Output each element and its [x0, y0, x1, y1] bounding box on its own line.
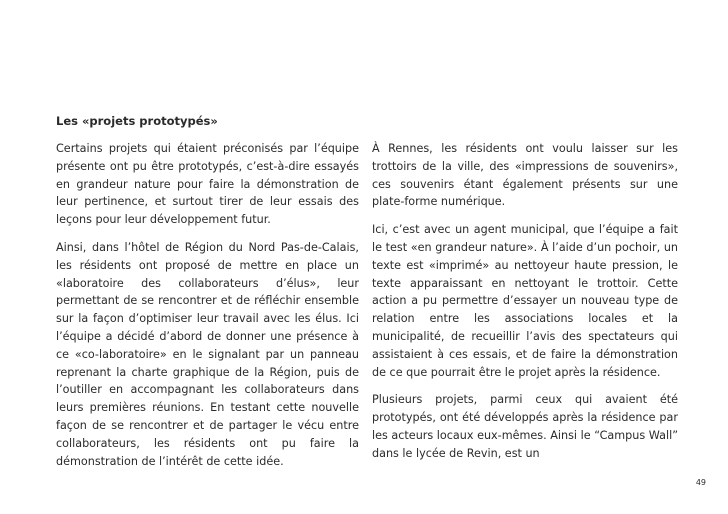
section-heading: Les «projets prototypés»	[56, 114, 218, 128]
left-paragraph-2: Ainsi, dans l’hôtel de Région du Nord Pas-de-Calais, les résidents ont proposé de mettre en place un «laboratoire des collaborateurs d’élus», leur permettant de se rencontrer et de réfléchir ensemble sur la façon d’optimiser leur travail avec les élus. Ici l’équipe a décidé d’abord de donner une présence à ce «co-laboratoire» en le signalant par un panneau reprenant la charte graphique de la Région, puis de l’outiller en accompagnant les collaborateurs dans leurs premières réunions. En testant cette nouvelle façon de se rencontrer et de partager le vécu entre collaborateurs, les résidents ont pu faire la démonstration de l’intérêt de cette idée.	[56, 240, 359, 468]
right-paragraph-1: À Rennes, les résidents ont voulu laisser sur les trottoirs de la ville, des «impressions de souvenirs», ces souvenirs étant également présents sur une plate-forme numérique.	[372, 142, 678, 209]
left-paragraph-1: Certains projets qui étaient préconisés par l’équipe présente ont pu être prototypés, c’est-à-dire essayés en grandeur nature pour faire la démonstration de leur pertinence, et surtout tirer de leur essais des leçons pour leur développement futur.	[56, 142, 359, 227]
right-paragraph-2: Ici, c’est avec un agent municipal, que l’équipe a fait le test «en grandeur nature». À l’aide d’un pochoir, un texte est «imprimé» au nettoyeur haute pression, le texte apparaissant en nettoyant le trottoir. Cette action a pu permettre d’essayer un nouveau type de relation entre les associations locales et la municipalité, de recueillir l’avis des spectateurs qui assistaient à ces essais, et de faire la démonstration de ce que pourrait être le projet après la résidence.	[372, 223, 678, 379]
right-column	[372, 140, 678, 473]
left-column	[56, 140, 359, 480]
page-number: 49	[695, 478, 706, 487]
right-paragraph-3: Plusieurs projets, parmi ceux qui avaient été prototypés, ont été développés après la résidence par les acteurs locaux eux-mêmes. Ainsi le “Campus Wall” dans le lycée de Revin, est un	[372, 393, 678, 460]
